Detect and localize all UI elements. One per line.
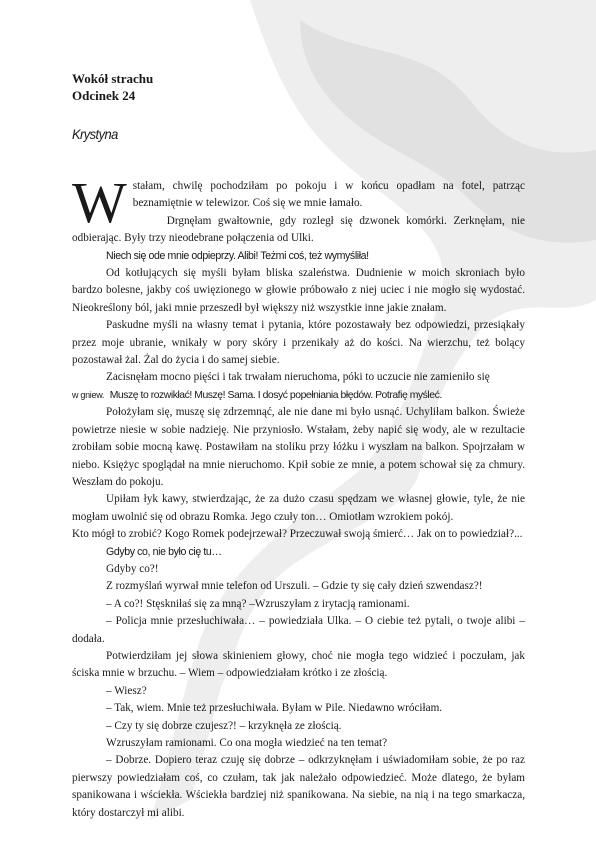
paragraph-tail: w gniew. <box>72 389 105 400</box>
dialogue-line: – A co?! Stęskniłaś się za mną? –Wzruszyłam z irytacją ramionami. <box>106 597 410 610</box>
paragraph: Z rozmyślań wyrwał mnie telefon od Urszuli. – Gdzie ty się cały dzień szwendasz?! <box>106 580 483 593</box>
paragraph: Potwierdziłam jej słowa skinieniem głowy, choć nie mogła tego widzieć i poczułam, jak ściska mnie w brzuchu. – Wiem – odpowiedziałam krótko i ze złością. <box>72 649 525 680</box>
paragraph: Położyłam się, muszę się zdrzemnąć, ale nie dane mi było usnąć. Uchyliłam balkon. Świeże powietrze niesie w sobie nadzieję. Nie przyniosło. Wstałam, żeby napić się wody, ale w rezultacie zrobiłam sobie mocną kawę. Postawiłam na stoliku przy łóżku i wyszłam na balkon. Spojrzałam w niebo. Księżyc spoglądał na mnie nieruchomo. Kpił sobie ze mnie, a potem schował się za chmury. Weszłam do pokoju. <box>72 406 525 488</box>
paragraph: Wzruszyłam ramionami. Co ona mogła wiedzieć na ten temat? <box>106 737 388 749</box>
inner-thought: Muszę to rozwikłać! Muszę! Sama. I dosyć popełniania błędów. Potrafię myśleć. <box>109 389 442 401</box>
chapter-title <box>72 70 153 104</box>
dialogue-line: – Czy ty się dobrze czujesz?! – krzyknęła ze złością. <box>106 719 342 732</box>
paragraph: stałam, chwilę pochodziłam po pokoju i w końcu opadłam na fotel, patrząc beznamiętnie w telewizor. Coś się we mnie łamało. <box>132 180 525 210</box>
dialogue-line: – Tak, wiem. Mnie też przesłuchiwała. Byłam w Pile. Niedawno wróciłam. <box>106 702 443 715</box>
paragraph: Upiłam łyk kawy, stwierdzając, że za dużo czasu spędzam we własnej głowie, tyle, że nie mogłam uwolnić się od obrazu Romka. Jego czuły ton… Omiotłam wzrokiem pokój. <box>72 493 525 523</box>
inner-thought: Gdyby co, nie było cię tu… <box>106 545 222 558</box>
paragraph: Gdyby co?! <box>106 562 159 575</box>
story-body <box>72 170 525 822</box>
author-name: Krystyna <box>72 126 118 142</box>
dialogue-line: – Dobrze. Dopiero teraz czuję się dobrze – odkrzyknęłam i uświadomiłam sobie, że po raz pierwszy powiedziałam coś, co czułam, tak jak należało odpowiedzieć. Może dlatego, że byłam spanikowana i wściekła. Wściekła bardziej niż spanikowana. Na siebie, na nią i na tego smarkacza, który dostarczył mi alibi. <box>72 754 525 819</box>
paragraph: Paskudne myśli na własny temat i pytania, które pozostawały bez odpowiedzi, przesiąkały przez moje ubranie, wnikały w pory skóry i przenikały aż do kości. Na wierzchu, też bolący pozostawał żal. Żal do życia i do samej siebie. <box>72 319 525 367</box>
dialogue-line: – Wiesz? <box>106 684 147 697</box>
drop-cap: W <box>72 170 127 235</box>
title-line-1: Wokół strachu <box>72 71 154 86</box>
paragraph: Drgnęłam gwałtownie, gdy rozległ się dzwonek komórki. Zerknęłam, nie odbierając. Były trzy nieodebrane połączenia od Ulki. <box>72 214 525 245</box>
dialogue-line: – Policja mnie przesłuchiwała… – powiedziała Ulka. – O ciebie też pytali, o twoje alibi – dodała. <box>72 615 525 645</box>
paragraph: Od kotłujących się myśli byłam bliska szaleństwa. Dudnienie w moich skroniach było bardzo bolesne, jakby coś uwięzionego w głowie próbowało z niej uciec i nie mogło się wydostać. Nieokreślony ból, jaki mnie przeszedł był większy niż wszystkie inne jakie znałam. <box>72 267 525 314</box>
paragraph: Kto mógł to zrobić? Kogo Romek podejrzewał? Przeczuwał swoją śmierć… Jak on to powiedział?... <box>72 528 523 541</box>
paragraph-with-thought <box>72 387 525 404</box>
paragraph: Zacisnęłam mocno pięści i tak trwałam nieruchoma, póki to uczucie nie zamieniło się <box>106 371 490 384</box>
inner-thought: Niech się ode mnie odpieprzy. Alibi! Teżmi coś, też wymyśliła! <box>106 249 369 262</box>
title-line-2: Odcinek 24 <box>72 88 136 103</box>
